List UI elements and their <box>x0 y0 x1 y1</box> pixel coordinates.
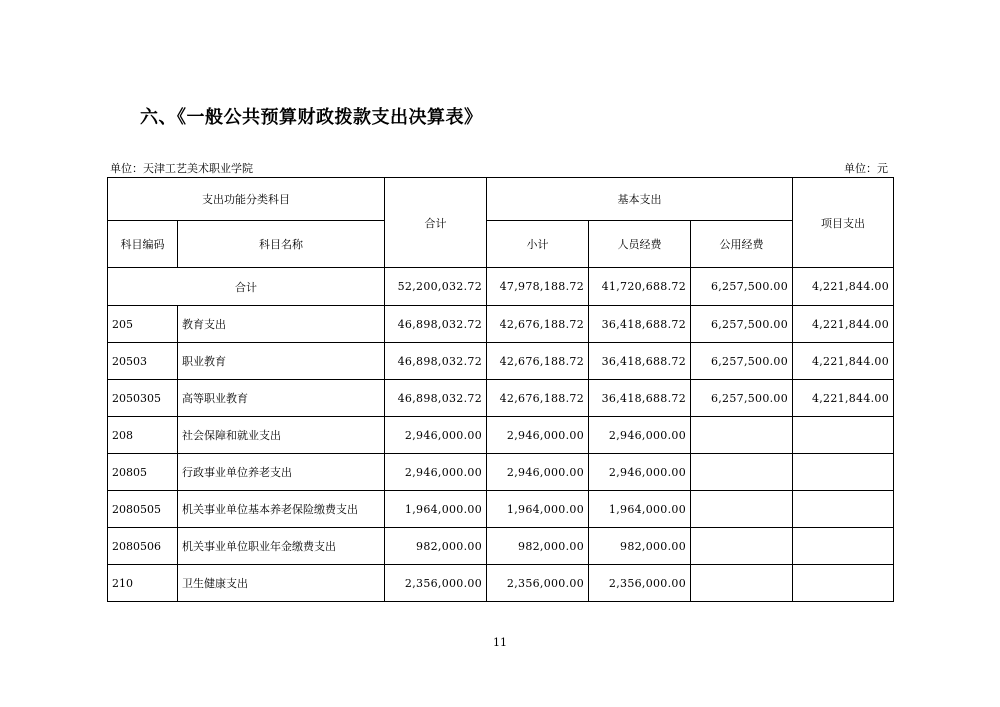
cell-public <box>691 491 793 528</box>
cell-public: 6,257,500.00 <box>691 343 793 380</box>
cell-personnel: 36,418,688.72 <box>589 343 691 380</box>
header-total: 合计 <box>385 178 487 268</box>
cell-subtotal: 42,676,188.72 <box>487 380 589 417</box>
cell-subtotal: 2,946,000.00 <box>487 454 589 491</box>
cell-project <box>793 528 894 565</box>
cell-name: 卫生健康支出 <box>178 565 385 602</box>
cell-name: 机关事业单位基本养老保险缴费支出 <box>178 491 385 528</box>
cell-total: 1,964,000.00 <box>385 491 487 528</box>
cell-subtotal: 982,000.00 <box>487 528 589 565</box>
cell-subtotal: 2,946,000.00 <box>487 417 589 454</box>
cell-personnel: 2,356,000.00 <box>589 565 691 602</box>
table-row <box>108 380 894 417</box>
header-project: 项目支出 <box>793 178 894 268</box>
header-subtotal: 小计 <box>487 221 589 268</box>
cell-name: 机关事业单位职业年金缴费支出 <box>178 528 385 565</box>
header-personnel: 人员经费 <box>589 221 691 268</box>
expenditure-table <box>107 177 894 602</box>
cell-total: 2,946,000.00 <box>385 454 487 491</box>
cell-name: 高等职业教育 <box>178 380 385 417</box>
cell-personnel: 2,946,000.00 <box>589 417 691 454</box>
cell-total: 2,356,000.00 <box>385 565 487 602</box>
cell-total: 46,898,032.72 <box>385 306 487 343</box>
cell-code: 20503 <box>108 343 178 380</box>
total-row <box>108 268 894 306</box>
cell-project: 4,221,844.00 <box>793 343 894 380</box>
cell-personnel: 36,418,688.72 <box>589 380 691 417</box>
table-row <box>108 491 894 528</box>
cell-personnel: 982,000.00 <box>589 528 691 565</box>
total-row-project: 4,221,844.00 <box>793 268 894 306</box>
cell-subtotal: 42,676,188.72 <box>487 306 589 343</box>
total-row-label: 合计 <box>108 268 385 306</box>
cell-total: 982,000.00 <box>385 528 487 565</box>
cell-personnel: 2,946,000.00 <box>589 454 691 491</box>
cell-public <box>691 565 793 602</box>
cell-public: 6,257,500.00 <box>691 306 793 343</box>
unit-org-label: 单位：天津工艺美术职业学院 <box>110 162 253 175</box>
cell-code: 20805 <box>108 454 178 491</box>
header-public: 公用经费 <box>691 221 793 268</box>
cell-subtotal: 42,676,188.72 <box>487 343 589 380</box>
total-row-total: 52,200,032.72 <box>385 268 487 306</box>
header-name: 科目名称 <box>178 221 385 268</box>
cell-project <box>793 454 894 491</box>
cell-total: 46,898,032.72 <box>385 380 487 417</box>
cell-personnel: 36,418,688.72 <box>589 306 691 343</box>
cell-name: 行政事业单位养老支出 <box>178 454 385 491</box>
cell-total: 46,898,032.72 <box>385 343 487 380</box>
total-row-public: 6,257,500.00 <box>691 268 793 306</box>
cell-code: 2080506 <box>108 528 178 565</box>
cell-personnel: 1,964,000.00 <box>589 491 691 528</box>
header-basic-group: 基本支出 <box>487 178 793 221</box>
unit-currency-label: 单位：元 <box>844 162 888 175</box>
cell-public <box>691 417 793 454</box>
header-code: 科目编码 <box>108 221 178 268</box>
cell-public: 6,257,500.00 <box>691 380 793 417</box>
cell-code: 205 <box>108 306 178 343</box>
cell-subtotal: 1,964,000.00 <box>487 491 589 528</box>
total-row-subtotal: 47,978,188.72 <box>487 268 589 306</box>
cell-name: 职业教育 <box>178 343 385 380</box>
cell-subtotal: 2,356,000.00 <box>487 565 589 602</box>
cell-project: 4,221,844.00 <box>793 306 894 343</box>
cell-project <box>793 417 894 454</box>
cell-project <box>793 491 894 528</box>
table-row <box>108 528 894 565</box>
table-row <box>108 417 894 454</box>
page-title: 六、《一般公共预算财政拨款支出决算表》 <box>140 107 483 128</box>
header-row-2 <box>108 221 894 268</box>
cell-total: 2,946,000.00 <box>385 417 487 454</box>
table-row <box>108 565 894 602</box>
table-row <box>108 343 894 380</box>
header-category-group: 支出功能分类科目 <box>108 178 385 221</box>
cell-name: 社会保障和就业支出 <box>178 417 385 454</box>
cell-code: 208 <box>108 417 178 454</box>
page-number: 11 <box>493 636 507 649</box>
cell-project <box>793 565 894 602</box>
cell-name: 教育支出 <box>178 306 385 343</box>
cell-public <box>691 528 793 565</box>
cell-project: 4,221,844.00 <box>793 380 894 417</box>
table-row <box>108 454 894 491</box>
table-row <box>108 306 894 343</box>
total-row-personnel: 41,720,688.72 <box>589 268 691 306</box>
cell-code: 2080505 <box>108 491 178 528</box>
header-row-1 <box>108 178 894 221</box>
cell-code: 2050305 <box>108 380 178 417</box>
cell-code: 210 <box>108 565 178 602</box>
cell-public <box>691 454 793 491</box>
